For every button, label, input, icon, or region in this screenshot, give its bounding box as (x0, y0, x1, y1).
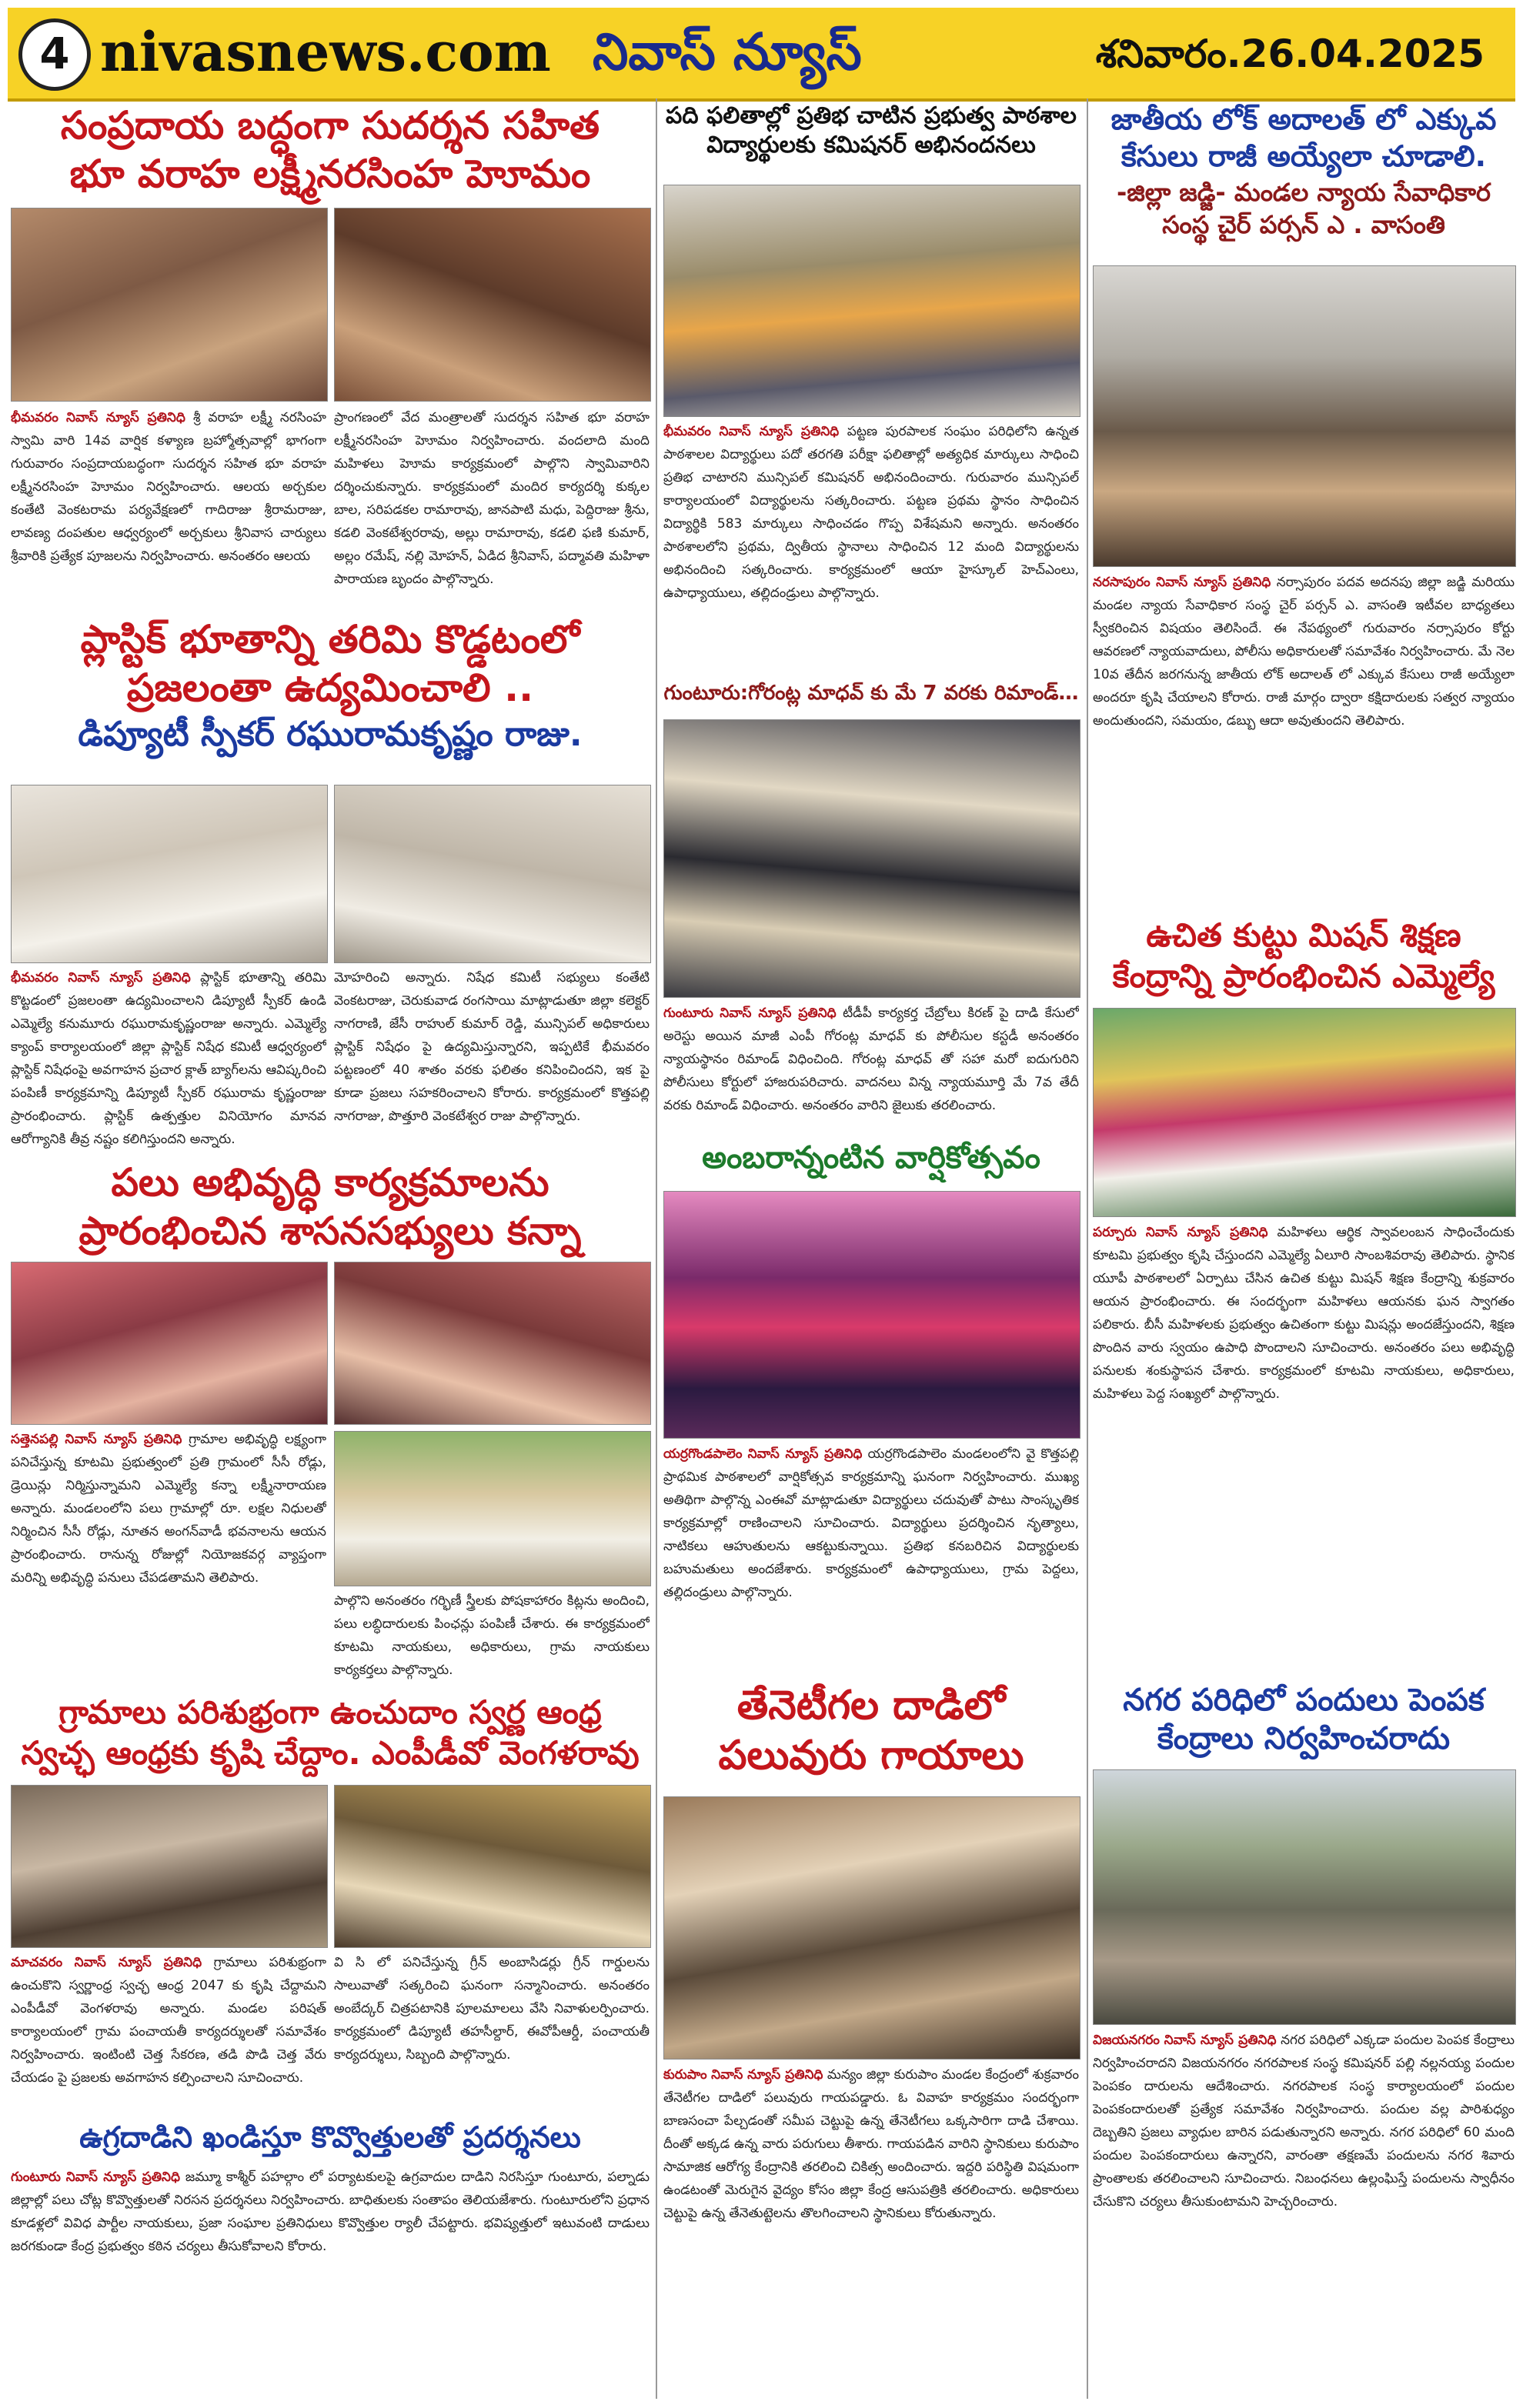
dateline-place: సత్తెనపల్లి (11, 1432, 58, 1447)
headline-line: ప్రజలంతా ఉద్యమించాలి .. (126, 665, 534, 710)
article-plastic-body-left (11, 966, 326, 1151)
article-anniversary-headline (663, 1139, 1079, 1177)
body-text: నగర పరిధిలో ఎక్కడా పందుల పెంపక కేంద్రాలు నిర్వహించరాదని విజయనగరం నగరపాలక సంస్థ కమిషనర్ పల్లి నల్లనయ్య పందుల పెంపకం దారులను ఆదేశించారు. నగరపాలక సంస్థ కార్యాలయంలో పందుల పెంపకందారులతో ప్రత్యేక సమావేశం నిర్వహించారు. పందుల వల్ల పారిశుధ్యం దెబ్బతిని ప్రజలు వ్యాధుల బారిన పడుతున్నారని అన్నారు. నగర పరిధిలో 60 మంది పందుల పెంపకందారులు ఉన్నారని, వారంతా తక్షణమే పందులను నగర శివారు ప్రాంతాలకు తరలించాలని సూచించారు. నిబంధనలు ఉల్లంఘిస్తే పందులను స్వాధీనం చేసుకొని చర్యలు తీసుకుంటామని హెచ్చరించారు. (1093, 2033, 1515, 2210)
headline-line: నగర పరిధిలో పందులు పెంపక (1123, 1683, 1485, 1718)
dateline-tag: నివాస్ న్యూస్ ప్రతినిధి (65, 2170, 180, 2185)
dateline-place: భీమవరం (663, 424, 711, 439)
body-text: ప్లాస్టిక్ భూతాన్ని తరిమి కొట్టడంలో ప్రజలంతా ఉద్యమించాలని డిప్యూటీ స్పీకర్ ఉండి ఎమ్మెల్యే కనుమూరు రఘురామకృష్ణంరాజు అన్నారు. ఎమ్మెల్యే క్యాంప్ కార్యాలయంలో జిల్లా ప్లాస్టిక్ నిషేధ కమిటీ ఆధ్వర్యంలో ప్లాస్టిక్ నిషేధంపై అవగాహన ప్రచార క్లాత్ బ్యాగ్‌లను ఆవిష్కరించి పంపిణీ కార్యక్రమాన్ని డిప్యూటీ స్పీకర్ రఘురామ కృష్ణంరాజు ప్రారంభించారు. ప్లాస్టిక్ ఉత్పత్తుల వినియోగం మానవ ఆరోగ్యానికి తీవ్ర నష్టం కలిగిస్తుందని అన్నారు. (11, 970, 326, 1147)
dateline-tag: నివాస్ న్యూస్ ప్రతినిధి (74, 1955, 202, 1970)
body-text: జమ్మూ కాశ్మీర్ పహల్గాం లో పర్యాటకులపై ఉగ్రవాదుల దాడిని నిరసిస్తూ గుంటూరు, పల్నాడు జిల్లాల్లో పలు చోట్ల కొవ్వొత్తులతో నిరసన ప్రదర్శనలు నిర్వహించారు. బాధితులకు సంతాపం తెలియజేశారు. గుంటూరులోని ప్రధాన కూడళ్లలో వివిధ పార్టీల నాయకులు, ప్రజా సంఘాల ప్రతినిధులు కొవ్వొత్తుల ర్యాలీ చేపట్టారు. భవిష్యత్తులో ఇటువంటి దాడులు జరగకుండా కేంద్ర ప్రభుత్వం కఠిన చర్యలు తీసుకోవాలని కోరారు. (11, 2170, 650, 2254)
headline-line: ప్రారంభించిన శాసనసభ్యులు కన్నా (78, 1208, 582, 1253)
body-text: మన్యం జిల్లా కురుపాం మండల కేంద్రంలో శుక్రవారం తేనెటీగల దాడిలో పలువురు గాయపడ్డారు. ఓ వివాహ కార్యక్రమం సందర్భంగా బాణసంచా పేల్చడంతో సమీప చెట్టుపై ఉన్న తేనెటీగలు ఒక్కసారిగా దాడి చేశాయి. దీంతో అక్కడ ఉన్న వారు పరుగులు తీశారు. గాయపడిన వారిని స్థానికులు కురుపాం సామాజిక ఆరోగ్య కేంద్రానికి తరలించి చికిత్స అందించారు. ఇద్దరి పరిస్థితి విషమంగా ఉండటంతో మెరుగైన వైద్యం కోసం జిల్లా కేంద్ర ఆసుపత్రికి తరలించారు. అధికారులు చెట్టుపై ఉన్న తేనెతుట్టెలను తొలగించాలని స్థానికులు కోరుతున్నారు. (663, 2067, 1079, 2221)
photo-development-2 (334, 1262, 651, 1425)
dateline-tag: నివాస్ న్యూస్ ప్రతినిధి (65, 1432, 182, 1447)
headline-line: జాతీయ లోక్ అదాలత్ లో ఎక్కువ (1111, 102, 1497, 136)
body-text: నర్సాపురం పదవ అదనపు జిల్లా జడ్జి మరియు మండల న్యాయ సేవాధికార సంస్థ చైర్ పర్సన్ ఎ. వాసంతి ఇటీవల బాధ్యతలు స్వీకరించిన విషయం తెలిసిందే. ఈ నేపథ్యంలో గురువారం నర్సాపురం కోర్టు ఆవరణలో న్యాయవాదులు, పోలీసు అధికారులతో సమావేశం నిర్వహించారు. మే నెల 10వ తేదీన జరగనున్న జాతీయ లోక్ అదాలత్ లో ఎక్కువ కేసులు రాజీ అయ్యేలా అందరూ కృషి చేయాలని కోరారు. రాజీ మార్గం ద్వారా కక్షిదారులకు సత్వర న్యాయం అందుతుందని, సమయం, డబ్బు ఆదా అవుతుందని తెలిపారు. (1093, 575, 1515, 729)
article-tailoring-body (1093, 1221, 1515, 1675)
headline-line: భూ వరాహ లక్ష్మీనరసింహ హెూమం (69, 151, 591, 196)
photo-adalat-meeting (1093, 265, 1516, 567)
dateline-tag: నివాస్ న్యూస్ ప్రతినిధి (719, 424, 840, 439)
body-text: యర్రగొండపాలెం మండలంలోని వై కొత్తపల్లి ప్రాథమిక పాఠశాలలో వార్షికోత్సవ కార్యక్రమాన్ని ఘనంగా నిర్వహించారు. ముఖ్య అతిథిగా పాల్గొన్న ఎంఈవో మాట్లాడుతూ విద్యార్థులు చదువుతో పాటు సాంస్కృతిక కార్యక్రమాల్లో రాణించాలని సూచించారు. విద్యార్థులు ప్రదర్శించిన నృత్యాలు, నాటికలు ఆహుతులను ఆకట్టుకున్నాయి. ప్రతిభ కనబరిచిన విద్యార్థులకు బహుమతులు అందజేశారు. కార్యక్రమంలో ఉపాధ్యాయులు, గ్రామ పెద్దలు, తల్లిదండ్రులు పాల్గొన్నారు. (663, 1446, 1079, 1600)
headline-line: గుంటూరు:గోరంట్ల మాధవ్ కు మే 7 వరకు రిమాండ్… (663, 682, 1079, 705)
subheadline: -జిల్లా జడ్జి- మండల న్యాయ సేవాధికార (1117, 178, 1491, 207)
headline-line: గ్రామాలు పరిశుభ్రంగా ఉంచుదాం స్వర్ణ ఆంధ్ర (58, 1693, 602, 1731)
article-school-body (663, 420, 1079, 674)
article-homam-body-right: ప్రాంగణంలో వేద మంత్రాలతో సుదర్శన సహిత భూ వరాహ లక్ష్మీనరసింహ హెూమం నిర్వహించారు. వందలాది మంది మహిళలు హెూమ కార్యక్రమంలో పాల్గొని స్వామివారిని దర్శించుకున్నారు. కార్యక్రమంలో మందిర కార్యదర్శి కుక్కల బాల, సరిపడకల రామారావు, జానపాటి మధు, పెద్దిరాజు శ్రీను, కడలి వెంకటేశ్వరరావు, అల్లు రామారావు, కడలి ఫణి కుమార్, అల్లం రమేష్, నల్లి మోహన్, ఏడిద శ్రీనివాస్, పద్మావతి మహిళా పారాయణ బృందం పాల్గొన్నారు. (334, 410, 650, 587)
body-text: టీడీపీ కార్యకర్త చేబ్రోలు కిరణ్ పై దాడి కేసులో అరెస్టు అయిన మాజీ ఎంపీ గోరంట్ల మాధవ్ కు పోలీసుల కస్టడీ అనంతరం న్యాయస్థానం రిమాండ్ విధించింది. గోరంట్ల మాధవ్ తో సహా మరో ఐదుగురిని పోలీసులు కోర్టులో హాజరుపరిచారు. వాదనలు విన్న న్యాయమూర్తి మే 7వ తేదీ వరకు రిమాండ్ విధించారు. అనంతరం వారిని జైలుకు తరలించారు. (663, 1006, 1079, 1113)
article-swachh-headline (11, 1693, 650, 1773)
article-development-body-left (11, 1428, 326, 1686)
headline-line: పలు అభివృద్ధి కార్యక్రమాలను (111, 1160, 549, 1205)
article-homam-headline (11, 102, 650, 198)
article-development-headline (11, 1159, 650, 1255)
dateline-place: మాచవరం (11, 1955, 63, 1970)
dateline-place: యర్రగొండపాలెం (663, 1446, 743, 1462)
headline-line: పలువురు గాయాలు (718, 1733, 1024, 1779)
dateline-place: భీమవరం (11, 970, 58, 986)
headline-line: కేంద్రాలు నిర్వహించరాదు (1157, 1721, 1451, 1756)
dateline-place: పర్చూరు (1093, 1225, 1137, 1240)
headline-line: ఉగ్రదాడిని ఖండిస్తూ కొవ్వొత్తులతో ప్రదర్శనలు (79, 2120, 581, 2154)
photo-development-3 (334, 1431, 651, 1586)
column-divider (656, 98, 657, 2399)
dateline-tag: నివాస్ న్యూస్ ప్రతినిధి (68, 970, 191, 986)
article-remand-headline (663, 681, 1079, 706)
dateline-place: గుంటూరు (11, 2170, 61, 2185)
headline-line: ఉచిత కుట్టు మిషన్ శిక్షణ (1146, 916, 1461, 954)
photo-remand-police (663, 719, 1080, 998)
article-protest-headline (11, 2120, 650, 2156)
body-text: గ్రామాల అభివృద్ధి లక్ష్యంగా పనిచేస్తున్న కూటమి ప్రభుత్వంలో ప్రతి గ్రామంలో సీసీ రోడ్లు, డ్రెయిన్లు నిర్మిస్తున్నామని ఎమ్మెల్యే కన్నా లక్ష్మీనారాయణ అన్నారు. మండలంలోని పలు గ్రామాల్లో రూ. లక్షల నిధులతో నిర్మించిన సీసీ రోడ్లు, నూతన అంగన్‌వాడీ భవనాలను ఆయన ప్రారంభించారు. రానున్న రోజుల్లో నియోజకవర్గ వ్యాప్తంగా మరిన్ని అభివృద్ధి పనులు చేపడతామని తెలిపారు. (11, 1432, 326, 1586)
article-pigs-headline (1093, 1681, 1515, 1758)
dateline-tag: నివాస్ న్యూస్ ప్రతినిధి (1164, 2033, 1277, 2048)
dateline-tag: నివాస్ న్యూస్ ప్రతినిధి (1156, 575, 1271, 590)
article-adalat-body (1093, 571, 1515, 909)
dateline-place: గుంటూరు (663, 1006, 713, 1021)
site-name: nivasnews.com (100, 20, 551, 84)
photo-bees-injured (663, 1796, 1080, 2059)
issue-date: శనివారం.26.04.2025 (1095, 32, 1485, 76)
article-swachh-body-right: వి సి లో పనిచేస్తున్న గ్రీన్ అంబాసిడర్లు గ్రీన్ గార్డులను సాలువాతో సత్కరించి ఘనంగా సన్మానించారు. అనంతరం అంబేద్కర్ చిత్రపటానికి పూలమాలలు వేసి నివాళులర్పించారు. కార్యక్రమంలో డిప్యూటీ తహసీల్దార్, ఈవోపీఆర్డీ, పంచాయతీ కార్యదర్శులు, సిబ్బంది పాల్గొన్నారు. (334, 1955, 650, 2063)
article-adalat-headline (1093, 102, 1515, 240)
article-tailoring-headline (1093, 916, 1515, 996)
photo-swachh-1 (11, 1785, 328, 1948)
headline-line: కేసులు రాజీ అయ్యేలా చూడాలి. (1121, 138, 1487, 173)
headline-line: పది ఫలితాల్లో ప్రతిభ చాటిన ప్రభుత్వ పాఠశాల (666, 102, 1077, 129)
dateline-tag: నివాస్ న్యూస్ ప్రతినిధి (720, 1006, 837, 1021)
photo-plastic-bags-1 (11, 785, 328, 963)
article-swachh-body-left (11, 1951, 326, 2113)
photo-pigs-site-visit (1093, 1769, 1516, 2025)
article-bees-body (663, 2063, 1079, 2394)
photo-swachh-2 (334, 1785, 651, 1948)
article-protest-body (11, 2166, 650, 2396)
photo-tailoring-inauguration (1093, 1008, 1516, 1217)
dateline-place: విజయనగరం (1093, 2033, 1160, 2048)
subheadline: సంస్థ చైర్ పర్సన్ ఎ . వాసంతి (1162, 210, 1445, 240)
paper-name: నివాస్ న్యూస్ (593, 22, 862, 82)
article-homam-body-left (11, 406, 326, 591)
photo-school-students (663, 185, 1080, 417)
headline-line: విద్యార్థులకు కమిషనర్ అభినందనలు (706, 131, 1036, 158)
dateline-tag: నివాస్ న్యూస్ ప్రతినిధి (1145, 1225, 1268, 1240)
dateline-tag: నివాస్ న్యూస్ ప్రతినిధి (747, 1446, 863, 1462)
article-bees-headline (663, 1681, 1079, 1781)
photo-homam-ritual (11, 208, 328, 402)
headline-line: స్వచ్ఛ ఆంధ్రకు కృషి చేద్దాం. ఎంపీడీవో వెంగళరావు (21, 1733, 640, 1772)
headline-line: తేనెటీగల దాడిలో (736, 1683, 1006, 1729)
body-text: గ్రామాలు పరిశుభ్రంగా ఉంచుకొని స్వర్ణాంధ్ర స్వచ్ఛ ఆంధ్ర 2047 కు కృషి చేద్దామని ఎంపీడీవో వెంగళరావు అన్నారు. మండల పరిషత్ కార్యాలయంలో గ్రామ పంచాయతీ కార్యదర్శులతో సమావేశం నిర్వహించారు. ఇంటింటి చెత్త సేకరణ, తడి పొడి చెత్త వేరు చేయడం పై ప్రజలకు అవగాహన కల్పించాలని సూచించారు. (11, 1955, 326, 2086)
article-plastic-body-right: మోహరించి అన్నారు. నిషేధ కమిటీ సభ్యులు కంతేటి వెంకటరాజు, చెరుకువాడ రంగసాయి మాట్లాడుతూ జిల్లా కలెక్టర్ నాగరాణి, జేసీ రాహుల్ కుమార్ రెడ్డి, మున్సిపల్ అధికారులు ప్లాస్టిక్ నిషేధం పై ఉద్యమిస్తున్నారని, ఇప్పటికే భీమవరం పట్టణంలో 40 శాతం వరకు ఫలితం కనిపించిందని, ఇక పై కూడా ప్రజలు సహకరించాలని కోరారు. కార్యక్రమంలో కొత్తపల్లి నాగరాజు, పొత్తూరి వెంకటేశ్వర రాజు పాల్గొన్నారు. (334, 970, 650, 1124)
dateline-tag: నివాస్ న్యూస్ ప్రతినిధి (66, 410, 185, 425)
article-anniversary-body (663, 1442, 1079, 1673)
body-text: మహిళలు ఆర్థిక స్వావలంబన సాధించేందుకు కూటమి ప్రభుత్వం కృషి చేస్తుందని ఎమ్మెల్యే ఏలూరి సాంబశివరావు తెలిపారు. స్థానిక యూపీ పాఠశాలలో ఏర్పాటు చేసిన ఉచిత కుట్టు మిషన్ శిక్షణ కేంద్రాన్ని శుక్రవారం ఆయన ప్రారంభించారు. ఈ సందర్భంగా మహిళలు ఆయనకు ఘన స్వాగతం పలికారు. బీసీ మహిళలకు ప్రభుత్వం ఉచితంగా కుట్టు మిషన్లు అందజేస్తుందని, శిక్షణ పొందిన వారు స్వయం ఉపాధి పొందాలని సూచించారు. అనంతరం పలు అభివృద్ధి పనులకు శంకుస్థాపన చేశారు. కార్యక్రమంలో కూటమి నాయకులు, అధికారులు, మహిళలు పెద్ద సంఖ్యలో పాల్గొన్నారు. (1093, 1225, 1515, 1402)
article-pigs-body (1093, 2029, 1515, 2394)
body-text: పట్టణ పురపాలక సంఘం పరిధిలోని ఉన్నత పాఠశాలల విద్యార్థులు పదో తరగతి పరీక్షా ఫలితాల్లో అత్యధిక మార్కులు సాధించి ప్రతిభ చాటారని మున్సిపల్ కమిషనర్ అభినందించారు. గురువారం మున్సిపల్ కార్యాలయంలో విద్యార్థులను సత్కరించారు. పట్టణ ప్రథమ స్థానం సాధించిన విద్యార్థికి 583 మార్కులు సాధించడం గొప్ప విశేషమని అన్నారు. అనంతరం పాఠశాలలోని ప్రథమ, ద్వితీయ స్థానాలు సాధించిన 12 మంది విద్యార్థులను అభినందించి సత్కరించారు. కార్యక్రమంలో ఆయా హైస్కూల్ హెచ్‌ఎంలు, ఉపాధ్యాయులు, తల్లిదండ్రులు పాల్గొన్నారు. (663, 424, 1079, 601)
article-plastic-headline (11, 615, 650, 755)
headline-line: అంబరాన్నంటిన వార్షికోత్సవం (702, 1140, 1040, 1176)
masthead (8, 8, 1515, 102)
dateline-place: నరసాపురం (1093, 575, 1151, 590)
photo-anniversary-dance (663, 1191, 1080, 1439)
dateline-place: కురుపాం (663, 2067, 707, 2083)
dateline-tag: నివాస్ న్యూస్ ప్రతినిధి (711, 2067, 823, 2083)
article-school-headline (663, 102, 1079, 159)
body-text: శ్రీ వరాహ లక్ష్మీ నరసింహ స్వామి వారి 14వ వార్షిక కళ్యాణ బ్రహ్మోత్సవాల్లో భాగంగా గురువారం సంప్రదాయబద్ధంగా సుదర్శన సహిత భూ వరాహ లక్ష్మీనరసింహ హెూమం నిర్వహించారు. ఆలయ అర్చకుల కంతేటి వెంకటరామ పర్యవేక్షణలో గాదిరాజు శ్రీరామరాజు, లావణ్య దంపతుల ఆధ్వర్యంలో అర్చకులు శ్రీనివాస చార్యులు శ్రీవారికి ప్రత్యేక పూజలను నిర్వహించారు. అనంతరం ఆలయ (11, 410, 326, 564)
photo-development-1 (11, 1262, 328, 1425)
column-divider (1087, 98, 1088, 2399)
headline-line: సంప్రదాయ బద్ధంగా సుదర్శన సహిత (60, 103, 600, 148)
photo-homam-devotees (334, 208, 651, 402)
subheadline: డిప్యూటీ స్పీకర్ రఘురామకృష్ణం రాజు. (78, 715, 583, 754)
headline-line: కేంద్రాన్ని ప్రారంభించిన ఎమ్మెల్యే (1112, 956, 1495, 995)
photo-plastic-bags-2 (334, 785, 651, 963)
page-number: 4 (18, 18, 91, 91)
dateline-place: భీమవరం (11, 410, 58, 425)
article-remand-body (663, 1002, 1079, 1132)
article-development-body-right: పాల్గొని అనంతరం గర్భిణీ స్త్రీలకు పోషకాహారం కిట్లను అందించి, పలు లబ్ధిదారులకు పింఛన్లు పంపిణీ చేశారు. ఈ కార్యక్రమంలో కూటమి నాయకులు, అధికారులు, గ్రామ నాయకులు కార్యకర్తలు పాల్గొన్నారు. (334, 1593, 650, 1678)
headline-line: ప్లాస్టిక్ భూతాన్ని తరిమి కొడ్డటంలో (80, 617, 580, 662)
